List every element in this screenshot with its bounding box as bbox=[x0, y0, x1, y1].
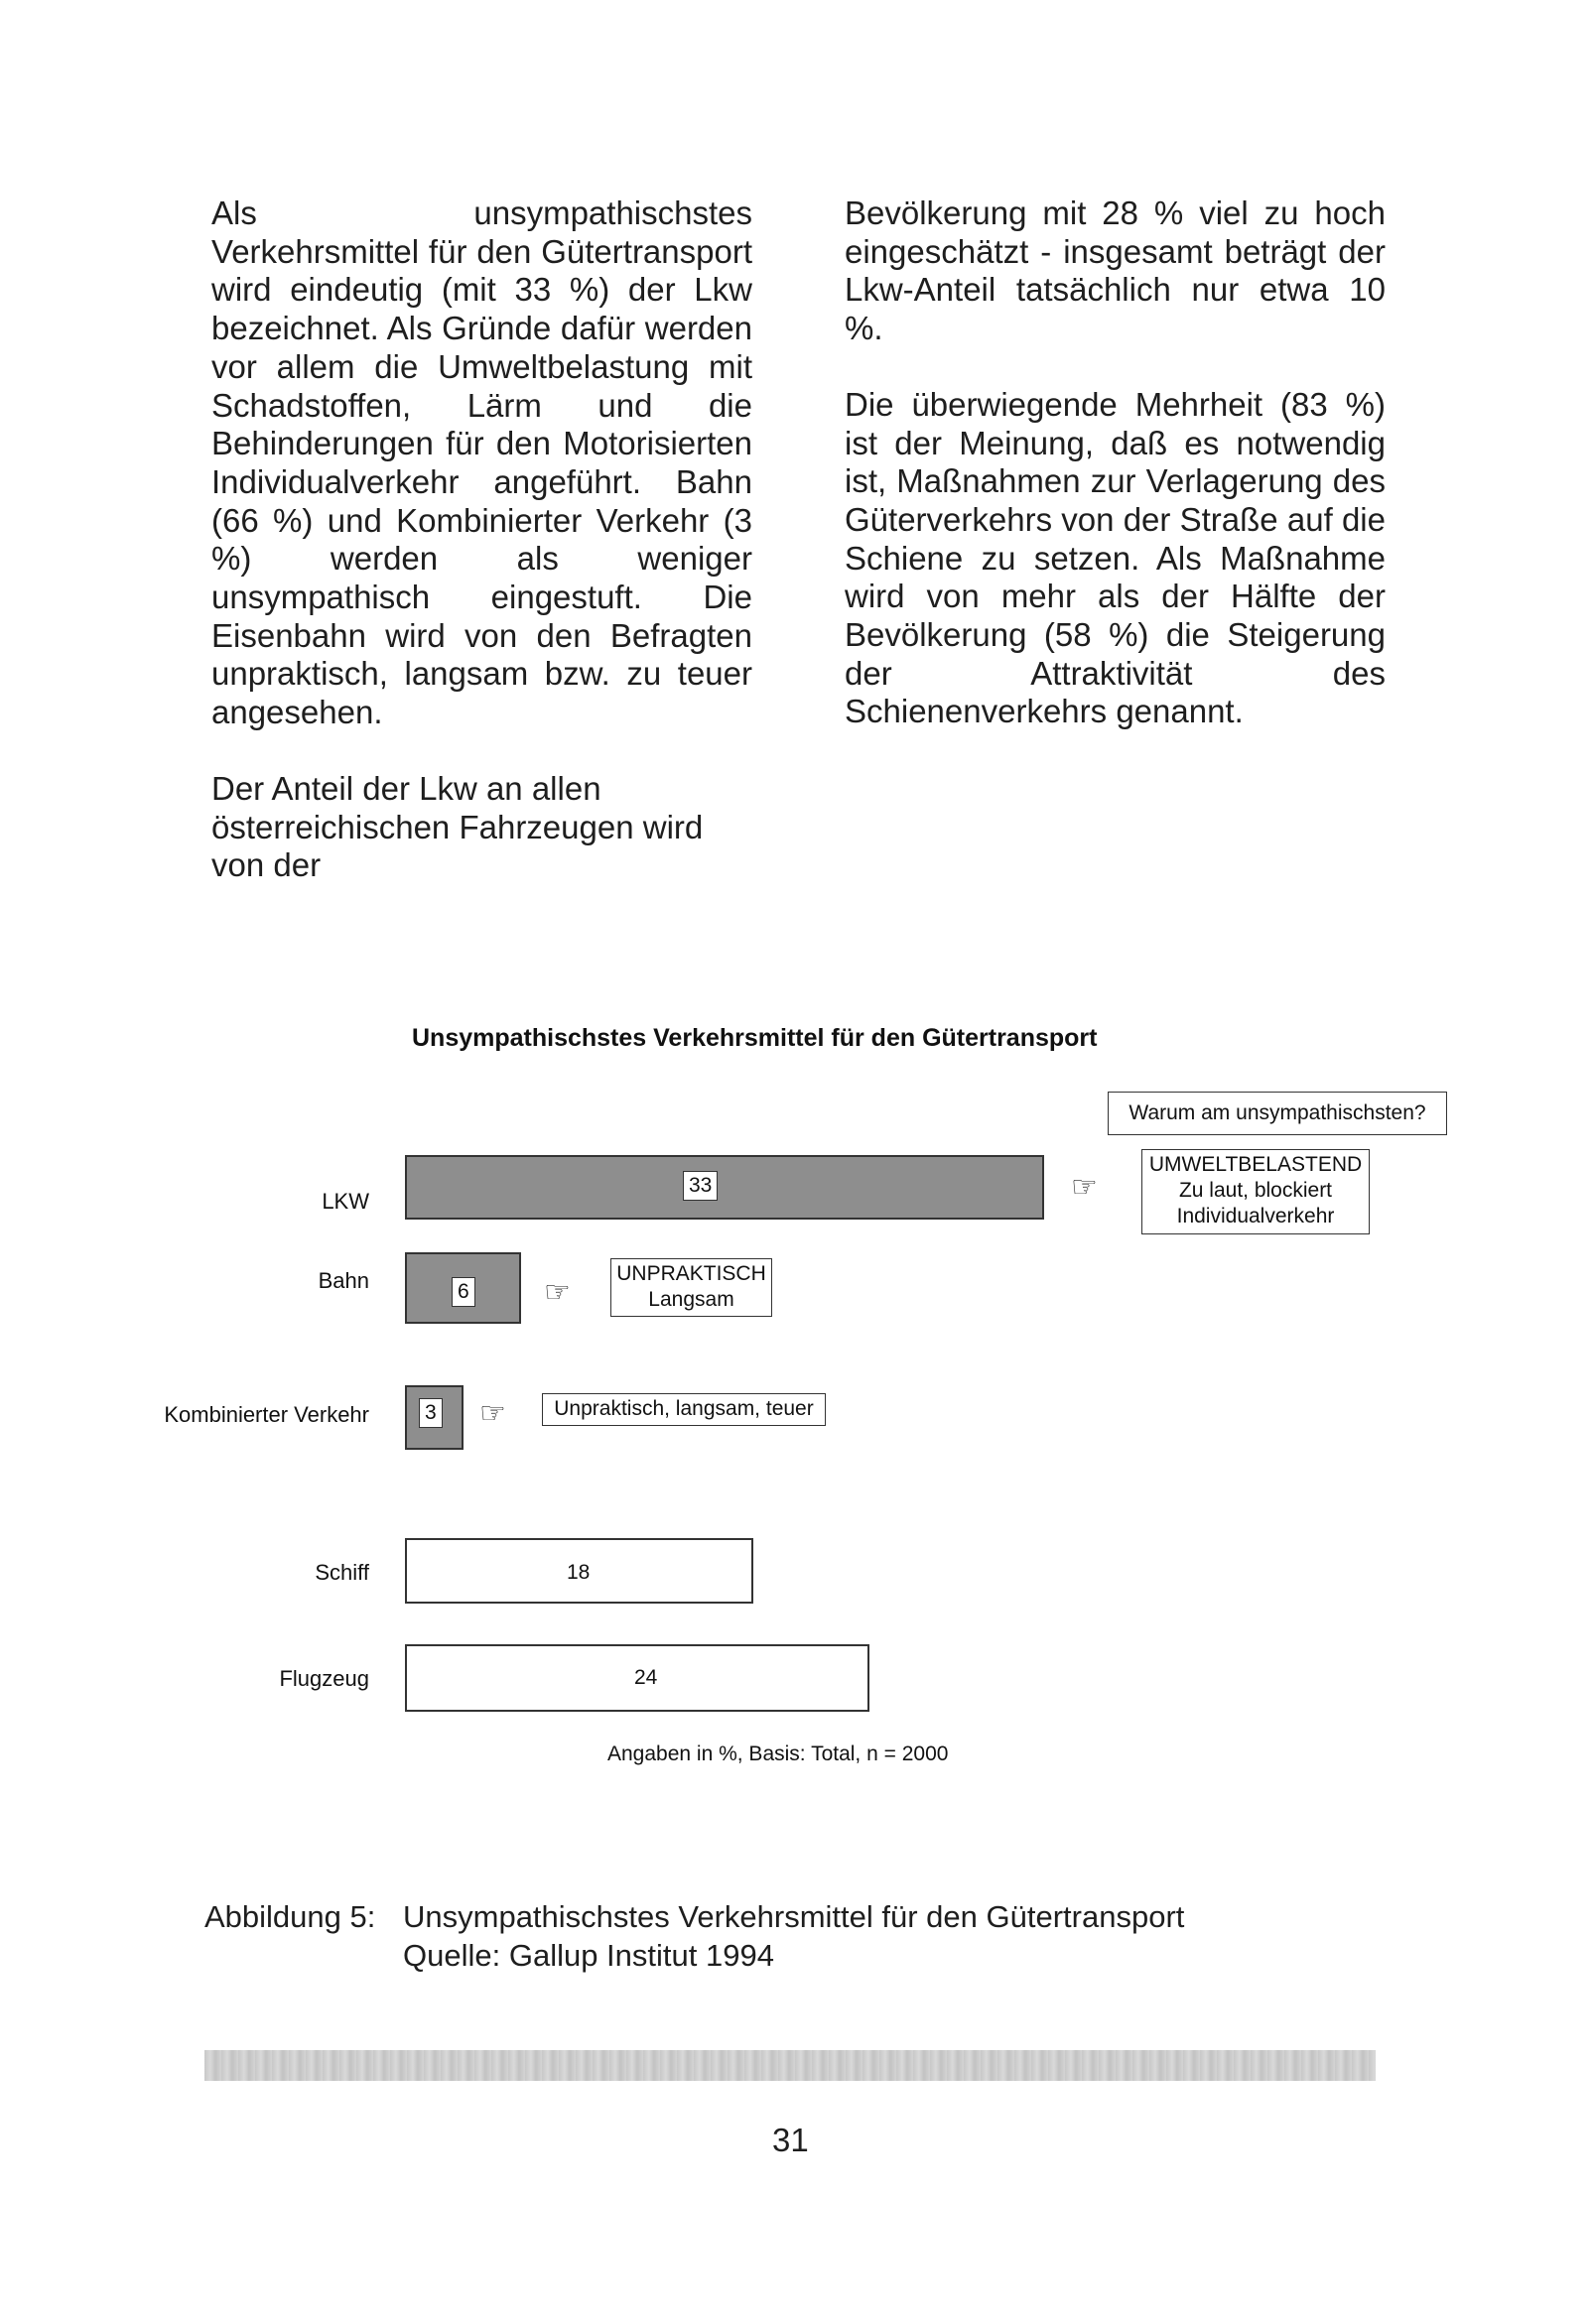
chart-title: Unsympathischstes Verkehrsmittel für den Gütertransport bbox=[412, 1024, 1098, 1052]
decorative-shaded-bar bbox=[204, 2050, 1376, 2081]
category-label-bahn: Bahn bbox=[318, 1268, 369, 1293]
chart-footnote: Angaben in %, Basis: Total, n = 2000 bbox=[607, 1743, 949, 1765]
value-label-flugzeug: 24 bbox=[634, 1666, 658, 1689]
annotation-line: Langsam bbox=[648, 1288, 734, 1311]
value-label-kombiniert: 3 bbox=[419, 1398, 443, 1428]
pointing-hand-icon: ☞ bbox=[479, 1397, 506, 1430]
annotation-kombiniert bbox=[542, 1393, 826, 1426]
left-text-column bbox=[211, 194, 752, 923]
legend-header-box: Warum am unsympathischsten? bbox=[1108, 1092, 1447, 1135]
value-label-lkw: 33 bbox=[683, 1171, 718, 1201]
category-label-schiff: Schiff bbox=[315, 1560, 369, 1585]
paragraph: Bevölkerung mit 28 % viel zu hoch eingeschätzt - insgesamt beträgt der Lkw-Anteil tatsächlich nur etwa 10 %. bbox=[845, 194, 1386, 347]
annotation-line: Zu laut, blockiert bbox=[1178, 1179, 1333, 1202]
figure-label: Abbildung 5: bbox=[204, 1899, 376, 1934]
annotation-line: UNPRAKTISCH bbox=[616, 1262, 766, 1285]
value-label-schiff: 18 bbox=[567, 1561, 591, 1584]
annotation-bahn bbox=[610, 1258, 772, 1317]
figure-caption-title: Unsympathischstes Verkehrsmittel für den Gütertransport bbox=[403, 1899, 1185, 1934]
value-label-bahn: 6 bbox=[452, 1277, 475, 1307]
annotation-lkw bbox=[1141, 1149, 1370, 1234]
annotation-line: Unpraktisch, langsam, teuer bbox=[554, 1397, 814, 1420]
category-label-kombiniert: Kombinierter Verkehr bbox=[164, 1402, 369, 1427]
annotation-line: Individualverkehr bbox=[1176, 1205, 1335, 1227]
page-number: 31 bbox=[772, 2122, 809, 2158]
category-label-flugzeug: Flugzeug bbox=[279, 1666, 369, 1691]
paragraph: Als unsympathischstes Verkehrsmittel für den Gütertransport wird eindeutig (mit 33 %) der Lkw bezeichnet. Als Gründe dafür werden vor allem die Umweltbelastung mit Schadstoffen, Lärm und die Behinderungen für den Motorisierten Individualverkehr angeführt. Bahn (66 %) und Kombinierter Verkehr (3 %) werden als weniger unsympathisch eingestuft. Die Eisenbahn wird von den Befragten unpraktisch, langsam bzw. zu teuer angesehen. bbox=[211, 194, 752, 731]
annotation-line: UMWELTBELASTEND bbox=[1148, 1153, 1363, 1176]
figure-source: Quelle: Gallup Institut 1994 bbox=[403, 1938, 774, 1973]
right-text-column bbox=[845, 194, 1386, 769]
bar-lkw bbox=[405, 1155, 1044, 1220]
category-label-lkw: LKW bbox=[322, 1189, 369, 1214]
paragraph: Die überwiegende Mehrheit (83 %) ist der Meinung, daß es notwendig ist, Maßnahmen zur Verlagerung des Güterverkehrs von der Straße auf die Schiene zu setzen. Als Maßnahme wird von mehr als der Hälfte der Bevölkerung (58 %) die Steigerung der Attraktivität des Schienenverkehrs genannt. bbox=[845, 385, 1386, 730]
paragraph: Der Anteil der Lkw an allen österreichischen Fahrzeugen wird von der bbox=[211, 769, 704, 884]
pointing-hand-icon: ☞ bbox=[1071, 1171, 1098, 1204]
pointing-hand-icon: ☞ bbox=[544, 1276, 571, 1309]
